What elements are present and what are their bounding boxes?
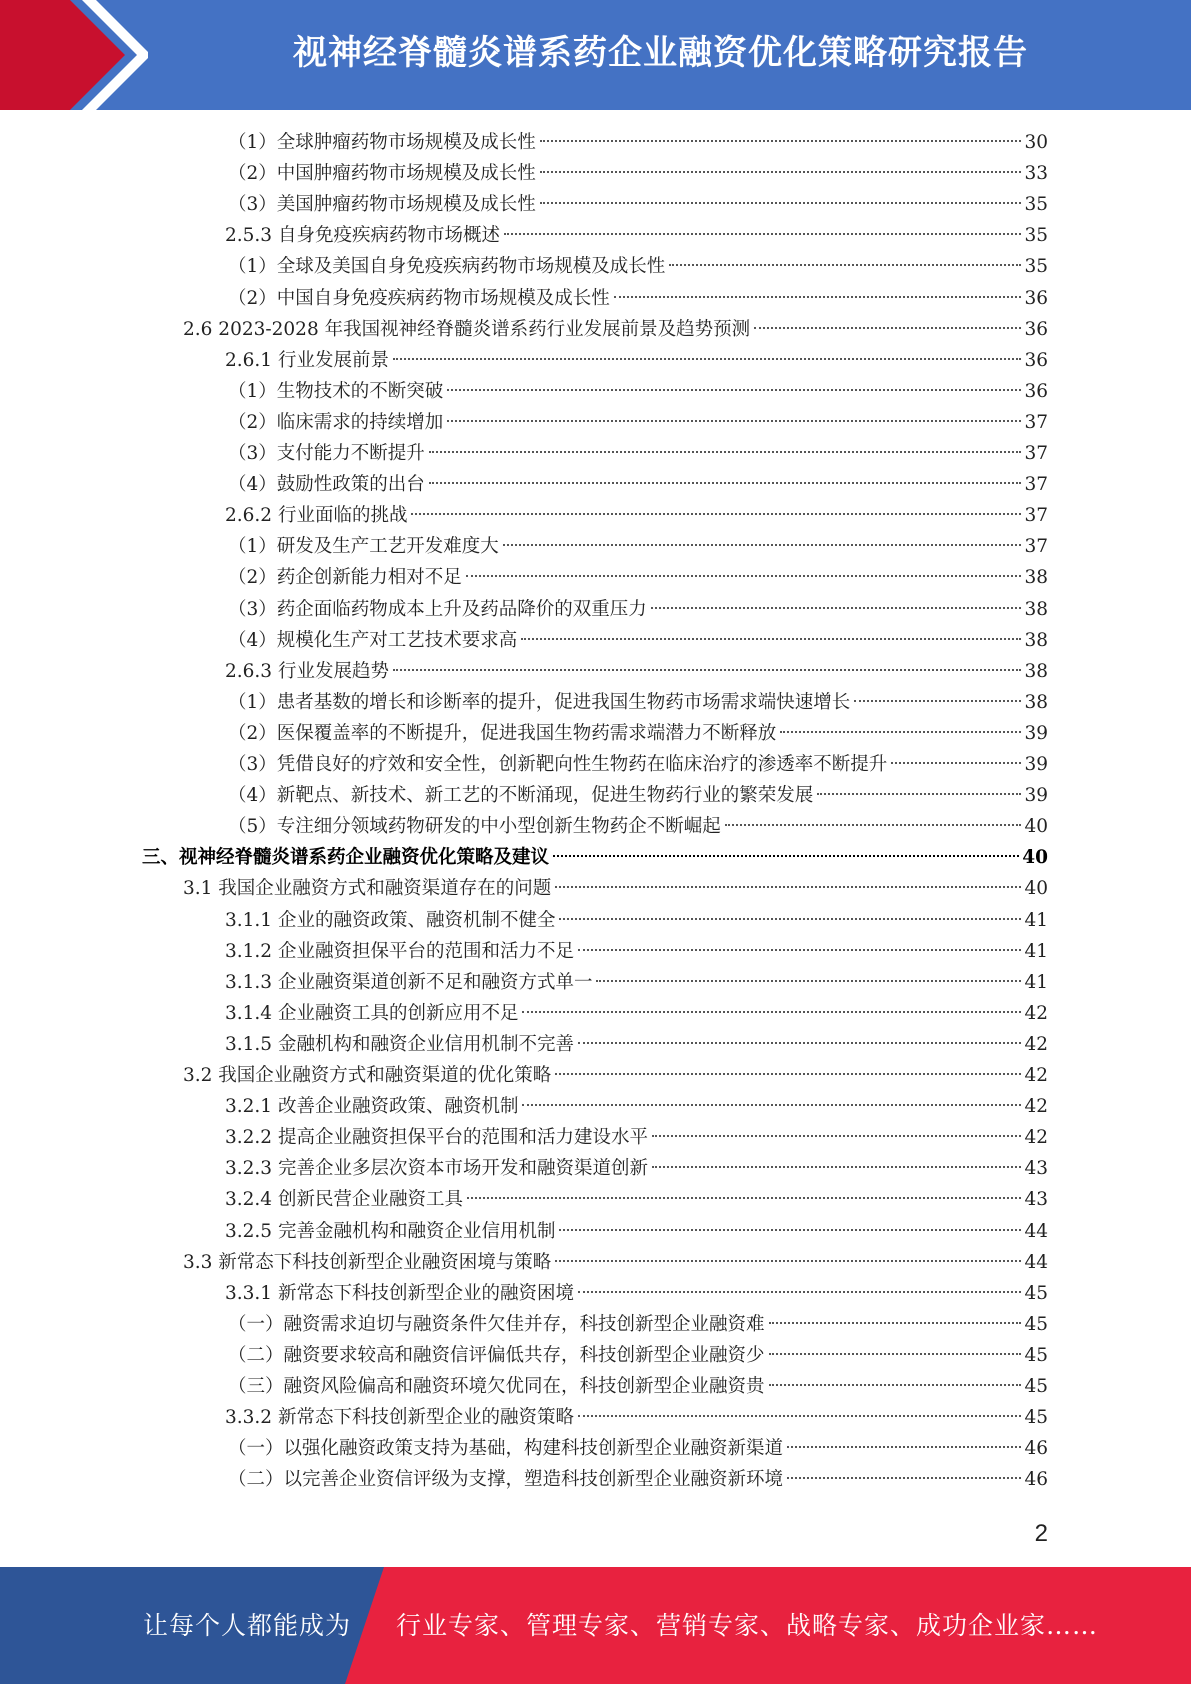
toc-dot-leader	[555, 1260, 1021, 1262]
toc-entry-page: 40	[1024, 816, 1048, 838]
page-number: 2	[1034, 1520, 1048, 1547]
toc-dot-leader	[578, 1291, 1021, 1293]
toc-entry[interactable]	[225, 345, 1048, 376]
toc-entry-page: 45	[1024, 1282, 1048, 1304]
toc-entry-label: （3）支付能力不断提升	[228, 443, 425, 464]
toc-entry-label: 3.2.1 改善企业融资政策、融资机制	[225, 1096, 519, 1118]
toc-entry-page: 42	[1024, 1002, 1048, 1024]
toc-entry-page: 45	[1024, 1376, 1048, 1397]
toc-entry-label: （5）专注细分领域药物研发的中小型创新生物药企不断崛起	[228, 816, 721, 838]
toc-entry-page: 42	[1024, 1096, 1048, 1118]
toc-entry-page: 42	[1024, 1127, 1048, 1149]
toc-entry-page: 35	[1024, 256, 1048, 278]
toc-entry-label: 3.1.5 金融机构和融资企业信用机制不完善	[225, 1033, 574, 1055]
toc-entry-page: 35	[1024, 225, 1048, 247]
toc-entry-label: （1）研发及生产工艺开发难度大	[228, 536, 499, 558]
toc-entry[interactable]	[183, 1247, 1048, 1278]
toc-entry-label: （1）全球肿瘤药物市场规模及成长性	[228, 132, 536, 153]
toc-entry-page: 42	[1024, 1033, 1048, 1055]
toc-entry-label: 3.2.5 完善金融机构和融资企业信用机制	[225, 1220, 556, 1242]
toc-entry-label: （二）以完善企业资信评级为支撑，塑造科技创新型企业融资新环境	[228, 1469, 784, 1491]
toc-entry-page: 38	[1024, 691, 1048, 713]
toc-entry[interactable]	[183, 873, 1048, 904]
toc-entry[interactable]	[142, 842, 1048, 873]
toc-entry-page: 36	[1024, 318, 1048, 340]
toc-dot-leader	[521, 638, 1021, 640]
toc-entry-label: 3.3 新常态下科技创新型企业融资困境与策略	[183, 1251, 552, 1273]
toc-entry-label: 3.1.4 企业融资工具的创新应用不足	[225, 1002, 519, 1024]
toc-entry[interactable]	[228, 625, 1048, 656]
toc-entry[interactable]	[225, 220, 1048, 251]
toc-entry-page: 39	[1024, 785, 1048, 807]
toc-entry[interactable]	[228, 438, 1048, 469]
toc-entry-page: 39	[1024, 722, 1048, 744]
toc-entry-page: 42	[1024, 1065, 1048, 1086]
toc-entry-page: 36	[1024, 380, 1048, 402]
toc-entry-page: 44	[1024, 1251, 1048, 1273]
toc-entry[interactable]	[225, 936, 1048, 967]
toc-entry-label: 2.6.1 行业发展前景	[225, 349, 389, 371]
toc-entry[interactable]	[225, 500, 1048, 531]
toc-entry[interactable]	[228, 158, 1048, 189]
toc-entry-label: 2.6 2023-2028 年我国视神经脊髓炎谱系药行业发展前景及趋势预测	[183, 318, 751, 340]
toc-dot-leader	[652, 1166, 1021, 1168]
toc-entry[interactable]	[225, 656, 1048, 687]
toc-entry-page: 35	[1024, 194, 1048, 216]
toc-entry-label: （4）规模化生产对工艺技术要求高	[228, 629, 518, 651]
toc-dot-leader	[578, 949, 1021, 951]
toc-entry[interactable]	[228, 251, 1048, 282]
toc-dot-leader	[891, 762, 1021, 764]
toc-dot-leader	[504, 233, 1021, 235]
toc-dot-leader	[754, 327, 1021, 329]
toc-entry-page: 41	[1024, 909, 1048, 931]
toc-entry-page: 36	[1024, 349, 1048, 371]
toc-entry-page: 44	[1024, 1220, 1048, 1242]
toc-entry[interactable]	[228, 283, 1048, 314]
toc-entry[interactable]	[225, 998, 1048, 1029]
toc-entry[interactable]	[228, 780, 1048, 811]
toc-entry[interactable]	[228, 562, 1048, 593]
toc-dot-leader	[769, 1353, 1022, 1355]
toc-entry[interactable]	[225, 1184, 1048, 1215]
toc-entry-label: （4）新靶点、新技术、新工艺的不断涌现，促进生物药行业的繁荣发展	[228, 785, 814, 807]
toc-entry[interactable]	[228, 1309, 1048, 1340]
toc-entry-label: （3）凭借良好的疗效和安全性，创新靶向性生物药在临床治疗的渗透率不断提升	[228, 754, 888, 775]
footer-slogan-roles: 行业专家、管理专家、营销专家、战略专家、成功企业家……	[396, 1611, 1099, 1640]
toc-entry-label: （3）美国肿瘤药物市场规模及成长性	[228, 194, 536, 216]
toc-dot-leader	[393, 358, 1021, 360]
toc-entry-label: 3.1.2 企业融资担保平台的范围和活力不足	[225, 940, 574, 962]
toc-dot-leader	[559, 918, 1021, 920]
toc-dot-leader	[578, 1042, 1021, 1044]
toc-dot-leader	[540, 171, 1022, 173]
toc-entry[interactable]	[228, 469, 1048, 500]
toc-entry[interactable]	[228, 1340, 1048, 1371]
toc-entry-label: 3.3.1 新常态下科技创新型企业的融资困境	[225, 1282, 574, 1304]
toc-entry[interactable]	[225, 967, 1048, 998]
toc-entry-label: （2）中国自身免疫疾病药物市场规模及成长性	[228, 287, 610, 309]
toc-entry[interactable]	[225, 1216, 1048, 1247]
toc-dot-leader	[854, 700, 1021, 702]
toc-entry[interactable]	[228, 127, 1048, 158]
toc-entry-page: 37	[1024, 443, 1048, 464]
toc-entry-page: 45	[1024, 1313, 1048, 1335]
toc-entry-page: 33	[1024, 163, 1048, 185]
toc-dot-leader	[393, 669, 1021, 671]
toc-entry-label: 3.2.3 完善企业多层次资本市场开发和融资渠道创新	[225, 1158, 648, 1180]
toc-entry-page: 40	[1024, 878, 1048, 900]
toc-entry[interactable]	[183, 314, 1048, 345]
toc-entry-page: 37	[1024, 474, 1048, 496]
toc-entry[interactable]	[228, 1433, 1048, 1464]
toc-entry-page: 38	[1024, 598, 1048, 620]
toc-entry[interactable]	[183, 1060, 1048, 1091]
toc-entry-page: 40	[1022, 847, 1048, 869]
toc-entry[interactable]	[228, 407, 1048, 438]
toc-entry[interactable]	[225, 1402, 1048, 1433]
toc-entry-page: 30	[1024, 132, 1048, 153]
toc-dot-leader	[466, 575, 1022, 577]
toc-entry-page: 43	[1024, 1158, 1048, 1180]
toc-entry-page: 43	[1024, 1189, 1048, 1211]
toc-dot-leader	[429, 482, 1022, 484]
toc-entry-label: （1）患者基数的增长和诊断率的提升，促进我国生物药市场需求端快速增长	[228, 691, 851, 713]
toc-dot-leader	[447, 420, 1021, 422]
toc-dot-leader	[411, 513, 1021, 515]
toc-entry[interactable]	[225, 905, 1048, 936]
toc-entry-label: 3.3.2 新常态下科技创新型企业的融资策略	[225, 1407, 574, 1429]
header-banner	[0, 0, 1191, 110]
footer-banner	[0, 1567, 1191, 1684]
toc-entry[interactable]	[228, 687, 1048, 718]
toc-dot-leader	[669, 264, 1021, 266]
toc-dot-leader	[769, 1322, 1022, 1324]
toc-dot-leader	[817, 793, 1021, 795]
toc-entry-label: 三、视神经脊髓炎谱系药企业融资优化策略及建议	[142, 847, 550, 869]
toc-entry-label: （4）鼓励性政策的出台	[228, 474, 425, 496]
toc-dot-leader	[651, 607, 1022, 609]
toc-entry-label: （1）生物技术的不断突破	[228, 380, 444, 402]
toc-entry-page: 38	[1024, 567, 1048, 589]
toc-dot-leader	[555, 886, 1021, 888]
report-title: 视神经脊髓炎谱系药企业融资优化策略研究报告	[293, 33, 1028, 73]
toc-entry-label: 2.5.3 自身免疫疾病药物市场概述	[225, 225, 500, 247]
toc-dot-leader	[522, 1011, 1021, 1013]
toc-entry-page: 39	[1024, 754, 1048, 775]
toc-entry[interactable]	[228, 594, 1048, 625]
footer-slogan-lead: 让每个人都能成为	[143, 1611, 352, 1640]
toc-entry-label: （一）融资需求迫切与融资条件欠佳并存，科技创新型企业融资难	[228, 1313, 765, 1335]
toc-dot-leader	[787, 1446, 1021, 1448]
toc-entry[interactable]	[225, 1091, 1048, 1122]
toc-dot-leader	[652, 1135, 1021, 1137]
toc-entry-label: 3.1.1 企业的融资政策、融资机制不健全	[225, 909, 556, 931]
toc-entry[interactable]	[228, 189, 1048, 220]
toc-dot-leader	[614, 296, 1022, 298]
toc-entry-page: 37	[1024, 505, 1048, 527]
toc-dot-leader	[429, 451, 1022, 453]
toc-entry-page: 38	[1024, 660, 1048, 682]
toc-entry-label: 3.2.4 创新民营企业融资工具	[225, 1189, 463, 1211]
toc-entry-label: （3）药企面临药物成本上升及药品降价的双重压力	[228, 598, 647, 620]
toc-entry-label: 3.2.2 提高企业融资担保平台的范围和活力建设水平	[225, 1127, 648, 1149]
toc-entry[interactable]	[225, 1122, 1048, 1153]
toc-dot-leader	[596, 980, 1021, 982]
toc-entry-page: 41	[1024, 971, 1048, 993]
toc-dot-leader	[553, 855, 1019, 857]
toc-dot-leader	[540, 202, 1022, 204]
toc-entry-page: 41	[1024, 940, 1048, 962]
toc-entry-label: （1）全球及美国自身免疫疾病药物市场规模及成长性	[228, 256, 666, 278]
toc-dot-leader	[540, 140, 1022, 142]
toc-entry-label: （一）以强化融资政策支持为基础，构建科技创新型企业融资新渠道	[228, 1438, 784, 1460]
toc-entry[interactable]	[228, 718, 1048, 749]
toc-entry-label: 3.1 我国企业融资方式和融资渠道存在的问题	[183, 878, 552, 900]
toc-entry[interactable]	[228, 376, 1048, 407]
toc-entry-page: 46	[1024, 1438, 1048, 1460]
toc-entry-label: 3.2 我国企业融资方式和融资渠道的优化策略	[183, 1065, 552, 1086]
toc-entry-label: （2）医保覆盖率的不断提升，促进我国生物药需求端潜力不断释放	[228, 722, 777, 744]
toc-entry[interactable]	[228, 1371, 1048, 1402]
toc-entry-page: 37	[1024, 536, 1048, 558]
toc-dot-leader	[467, 1197, 1021, 1199]
toc-dot-leader	[503, 544, 1022, 546]
toc-entry-page: 36	[1024, 287, 1048, 309]
toc-entry[interactable]	[225, 1029, 1048, 1060]
toc-entry-label: 3.1.3 企业融资渠道创新不足和融资方式单一	[225, 971, 593, 993]
toc-entry[interactable]	[228, 749, 1048, 780]
toc-entry[interactable]	[225, 1153, 1048, 1184]
toc-entry[interactable]	[225, 1278, 1048, 1309]
toc-entry-label: 2.6.2 行业面临的挑战	[225, 505, 408, 527]
toc-entry-label: （二）融资要求较高和融资信评偏低共存，科技创新型企业融资少	[228, 1344, 765, 1366]
toc-dot-leader	[578, 1415, 1021, 1417]
toc-entry[interactable]	[228, 811, 1048, 842]
toc-entry-label: （三）融资风险偏高和融资环境欠优同在，科技创新型企业融资贵	[228, 1376, 765, 1397]
toc-dot-leader	[780, 731, 1021, 733]
toc-entry-page: 45	[1024, 1344, 1048, 1366]
header-accent-shape	[0, 0, 148, 110]
toc-entry-page: 46	[1024, 1469, 1048, 1491]
toc-dot-leader	[787, 1477, 1021, 1479]
toc-entry-page: 38	[1024, 629, 1048, 651]
toc-entry-page: 37	[1024, 411, 1048, 433]
toc-entry-label: 2.6.3 行业发展趋势	[225, 660, 389, 682]
toc-dot-leader	[447, 389, 1021, 391]
toc-dot-leader	[555, 1073, 1021, 1075]
toc-entry[interactable]	[228, 531, 1048, 562]
toc-dot-leader	[725, 824, 1022, 826]
toc-entry[interactable]	[228, 1464, 1048, 1495]
toc-dot-leader	[559, 1229, 1021, 1231]
toc-entry-label: （2）药企创新能力相对不足	[228, 567, 462, 589]
toc-dot-leader	[769, 1384, 1022, 1386]
toc-entry-page: 45	[1024, 1407, 1048, 1429]
toc-entry-label: （2）临床需求的持续增加	[228, 411, 444, 433]
toc-entry-label: （2）中国肿瘤药物市场规模及成长性	[228, 163, 536, 185]
toc-dot-leader	[522, 1104, 1021, 1106]
